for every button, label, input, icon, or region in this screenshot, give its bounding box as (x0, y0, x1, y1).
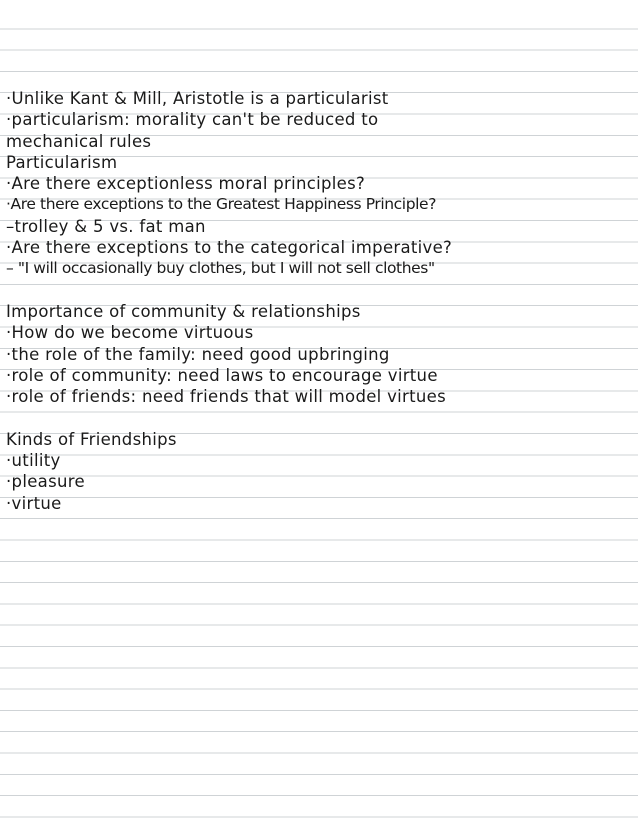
note-line: ·role of friends: need friends that will model virtues (6, 387, 447, 407)
note-line: ·utility (6, 451, 61, 471)
handwritten-notes (6, 88, 634, 514)
note-line: –trolley & 5 vs. fat man (6, 216, 206, 236)
note-line: mechanical rules (6, 131, 152, 151)
note-line: ·pleasure (6, 472, 85, 492)
note-line: ·the role of the family: need good upbringing (6, 344, 390, 364)
section-heading: Importance of community & relationships (6, 301, 361, 321)
section-heading: Kinds of Friendships (6, 429, 177, 449)
note-line: ·Are there exceptions to the Greatest Happiness Principle? (6, 195, 437, 214)
note-line: ·Are there exceptionless moral principles? (6, 174, 366, 194)
note-line: ·Unlike Kant & Mill, Aristotle is a particularist (6, 89, 389, 108)
note-line: ·particularism: morality can't be reduced to (6, 110, 379, 130)
note-line: ·role of community: need laws to encourage virtue (6, 365, 438, 385)
note-line: ·virtue (6, 493, 62, 513)
note-line: ·How do we become virtuous (6, 323, 254, 343)
blank-line (6, 280, 634, 301)
section-heading: Particularism (6, 152, 118, 172)
note-line: ·Are there exceptions to the categorical imperative? (6, 238, 453, 258)
blank-line (6, 407, 634, 428)
note-line: – "I will occasionally buy clothes, but I will not sell clothes" (6, 259, 435, 278)
